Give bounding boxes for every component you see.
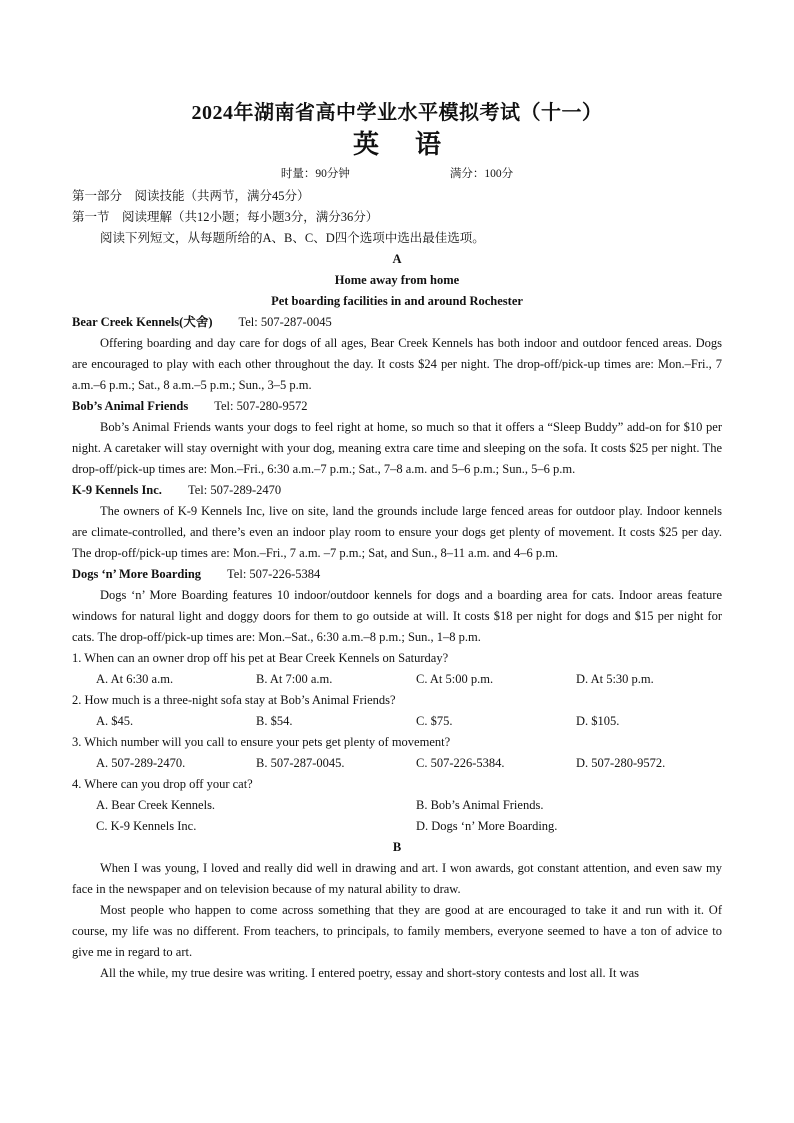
shop-description: The owners of K-9 Kennels Inc, live on site, land the grounds include large fenced areas for outdoor play. Indoor kennels are climate-controlled, and there’s even an indoor play room to ensure your dogs get plenty of movement. It costs $25 per day. The drop-off/pick-up times are: Mon.–Fri., 7 a.m. –7 p.m.; Sat, and Sun., 8–11 a.m. and 4–6 p.m.: [72, 504, 722, 560]
option-b: B. $54.: [256, 714, 293, 728]
exam-meta: [72, 164, 722, 184]
shop-name: K-9 Kennels Inc.: [72, 483, 162, 497]
shop-description: Dogs ‘n’ More Boarding features 10 indoor/outdoor kennels for dogs and a boarding area for cats. Indoor areas feature windows for natural light and doggy doors for them to go outside at will. It costs $18 per night for dogs and $15 per night for cats. The drop-off/pick-up times are: Mon.–Sat., 6:30 a.m.–8 p.m.; Sun., 1–8 p.m.: [72, 588, 722, 644]
shop-entry: [72, 396, 722, 480]
instruction: 阅读下列短文，从每题所给的A、B、C、D四个选项中选出最佳选项。: [100, 231, 485, 245]
passage-b-paragraph: All the while, my true desire was writing. I entered poetry, essay and short-story contests and lost all. It was: [100, 966, 639, 980]
passage-b-letter: B: [392, 840, 402, 854]
option-a: A. 507-289-2470.: [96, 756, 186, 770]
question: [72, 732, 722, 774]
shop-entry: [72, 480, 722, 564]
subject-char-1: 英: [352, 130, 379, 159]
option-c: C. 507-226-5384.: [416, 756, 505, 770]
shop-name: Bear Creek Kennels(犬舍): [72, 315, 213, 329]
shop-name: Dogs ‘n’ More Boarding: [72, 567, 202, 581]
passage-a-letter: A: [392, 252, 402, 266]
shop-tel: Tel: 507-226-5384: [227, 567, 321, 581]
shop-tel: Tel: 507-289-2470: [187, 483, 282, 497]
option-b: B. 507-287-0045.: [256, 756, 345, 770]
question-options: [72, 795, 722, 816]
question-options: [72, 669, 722, 690]
option-a: A. Bear Creek Kennels.: [96, 798, 216, 812]
shop-description: Offering boarding and day care for dogs of all ages, Bear Creek Kennels has both indoor and outdoor fenced areas. Dogs are encouraged to play with each other throughout the day. It costs $24 per night. The drop-off/pick-up times are: Mon.–Fri., 7 a.m.–6 p.m.; Sat., 8 a.m.–5 p.m.; Sun., 3–5 p.m.: [72, 336, 722, 392]
option-b: B. At 7:00 a.m.: [256, 672, 333, 686]
option-c: C. At 5:00 p.m.: [416, 672, 494, 686]
shop-tel: Tel: 507-287-0045: [238, 315, 332, 329]
shop-name: Bob’s Animal Friends: [72, 399, 189, 413]
passage-b-paragraph: Most people who happen to come across something that they are good at are encouraged to take it and run with it. Of course, my life was no different. From teachers, to principals, to family members, everyone seemed to have a ton of advice to give me in regard to art.: [72, 903, 722, 959]
part-heading: 第一部分 阅读技能（共两节，满分45分）: [72, 189, 310, 203]
exam-page: [72, 96, 722, 984]
shop-entry: [72, 312, 722, 396]
exam-score: 满分：100分: [449, 168, 514, 180]
question: [72, 774, 722, 837]
option-c: C. K-9 Kennels Inc.: [96, 819, 197, 833]
question: [72, 690, 722, 732]
subject-title: [72, 130, 722, 160]
option-d: D. 507-280-9572.: [576, 756, 666, 770]
exam-title: 2024年湖南省高中学业水平模拟考试（十一）: [191, 102, 603, 124]
shop-tel: Tel: 507-280-9572: [214, 399, 308, 413]
option-a: A. At 6:30 a.m.: [96, 672, 174, 686]
question-text: 3. Which number will you call to ensure your pets get plenty of movement?: [72, 735, 451, 749]
shop-entry: [72, 564, 722, 648]
question-options: [72, 711, 722, 732]
question-options: [72, 753, 722, 774]
option-a: A. $45.: [96, 714, 134, 728]
question-text: 1. When can an owner drop off his pet at Bear Creek Kennels on Saturday?: [72, 651, 449, 665]
option-d: D. Dogs ‘n’ More Boarding.: [416, 819, 558, 833]
question-options: [72, 816, 722, 837]
passage-b-paragraph: When I was young, I loved and really did well in drawing and art. I won awards, got constant attention, and even saw my face in the newspaper and on television because of my natural ability to draw.: [72, 861, 722, 896]
option-c: C. $75.: [416, 714, 453, 728]
section-heading: 第一节 阅读理解（共12小题；每小题3分，满分36分）: [72, 210, 379, 224]
passage-a-title: Home away from home: [334, 273, 460, 287]
passage-a-subtitle: Pet boarding facilities in and around Rochester: [271, 294, 523, 308]
option-d: D. $105.: [576, 714, 620, 728]
subject-char-2: 语: [415, 130, 442, 159]
option-d: D. At 5:30 p.m.: [576, 672, 654, 686]
shop-description: Bob’s Animal Friends wants your dogs to feel right at home, so much so that it offers a “Sleep Buddy” add-on for $10 per night. A caretaker will stay overnight with your dog, meaning extra care time and sleeping on the sofa. It costs $25 per night. The drop-off/pick-up times are: Mon.–Fri., 6:30 a.m.–7 p.m.; Sat., 7–8 a.m. and 5–6 p.m.; Sun., 5–6 p.m.: [72, 420, 722, 476]
question-text: 4. Where can you drop off your cat?: [72, 777, 253, 791]
option-b: B. Bob’s Animal Friends.: [416, 798, 544, 812]
question-text: 2. How much is a three-night sofa stay at Bob’s Animal Friends?: [72, 693, 396, 707]
exam-time: 时量：90分钟: [280, 168, 350, 180]
question: [72, 648, 722, 690]
